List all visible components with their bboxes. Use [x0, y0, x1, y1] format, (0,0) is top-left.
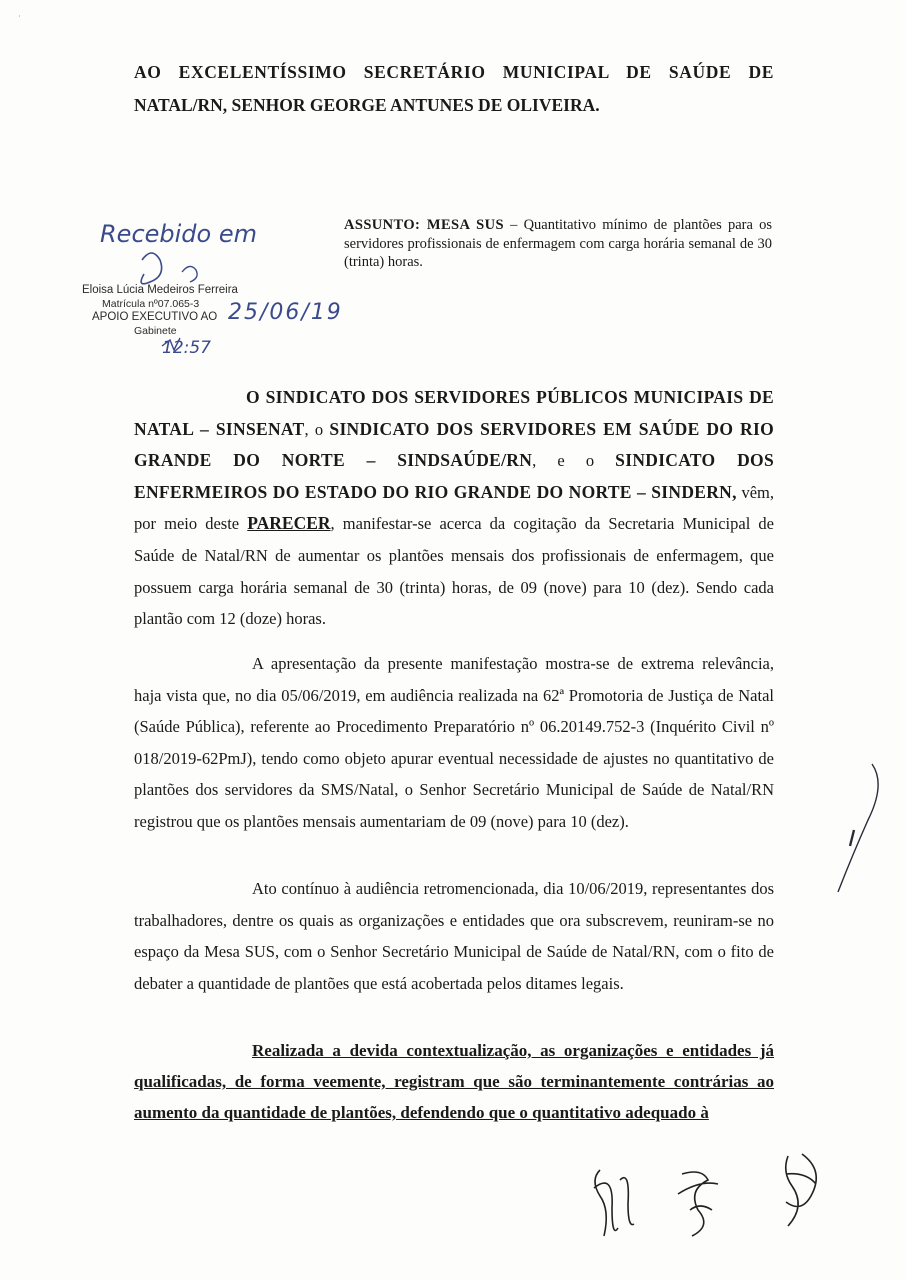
- signature-1: [594, 1170, 634, 1236]
- margin-pen-mark: [820, 760, 890, 900]
- signature-3: [786, 1154, 816, 1226]
- paragraph-3-text: Ato contínuo à audiência retromencionada, dia 10/06/2019, representantes dos trabalhadores, dentre os quais as organizações e entidades que ora subscrevem, reuniram-se no espaço da Mesa SUS, com o Senhor Secretário Municipal de Saúde de Natal/RN, com o fito de debater a quantidade de plantões que está acobertada pelos ditames legais.: [134, 879, 774, 993]
- signatures: [580, 1140, 840, 1250]
- addressee-line-2: NATAL/RN, SENHOR GEORGE ANTUNES DE OLIVEIRA.: [134, 95, 600, 115]
- paragraph-3: [134, 873, 774, 999]
- handwritten-date: 25/06/19: [228, 300, 343, 325]
- paragraph-2: [134, 648, 774, 838]
- stamp-name: Eloisa Lúcia Medeiros Ferreira: [82, 284, 238, 296]
- org-sinsenat: O SINDICATO DOS SERVIDORES PÚBLICOS MUNICIPAIS DE NATAL – SINSENAT: [134, 387, 774, 439]
- reception-stamp: [82, 212, 342, 372]
- org-sindsaude: SINDICATO DOS SERVIDORES EM SAÚDE DO RIO GRANDE DO NORTE – SINDSAÚDE/RN: [134, 418, 775, 471]
- stamp-matricula: Matrícula nº07.065-3: [102, 298, 200, 310]
- subject-text: – Quantitativo mínimo de plantões para os servidores profissionais de enfermagem com carga horária semanal de 30 (trinta) horas.: [344, 217, 772, 270]
- org-sindern: SINDICATO DOS ENFERMEIROS DO ESTADO DO RIO GRANDE DO NORTE – SINDERN,: [134, 450, 774, 502]
- paragraph-2-text: A apresentação da presente manifestação mostra-se de extrema relevância, haja vista que, no dia 05/06/2019, em audiência realizada na 62ª Promotoria de Justiça de Natal (Saúde Pública), referente ao Procedimento Preparatório nº 06.20149.752-3 (Inquérito Civil nº 018/2019-62PmJ), tendo como objeto apurar eventual necessidade de ajustes no quantitativo de plantões dos servidores da SMS/Natal, o Senhor Secretário Municipal de Saúde de Natal/RN registrou que os plantões mensais aumentariam de 09 (nove) para 10 (dez).: [134, 654, 774, 831]
- stamp-dept: Gabinete: [134, 325, 177, 337]
- signature-2: [678, 1172, 718, 1236]
- separator-1: , o: [304, 419, 330, 439]
- subject-block: [344, 216, 772, 272]
- paragraph-1: [134, 382, 774, 635]
- parecer-keyword: PARECER: [247, 513, 331, 534]
- paragraph-4-text: Realizada a devida contextualização, as organizações e entidades já qualificadas, de forma veemente, registram que são terminantemente contrárias ao aumento da quantidade de plantões, defendendo que o quantitativo adequado à: [134, 1041, 774, 1122]
- scan-artifact: ·: [18, 12, 21, 21]
- subject-label: ASSUNTO: MESA SUS: [344, 217, 504, 233]
- handwritten-time: 12:57: [162, 338, 211, 358]
- separator-2: , e o: [532, 451, 616, 471]
- addressee-line-1: AO EXCELENTÍSSIMO SECRETÁRIO MUNICIPAL DE SAÚDE DE: [134, 62, 774, 82]
- paragraph-1-rest: , manifestar-se acerca da cogitação da Secretaria Municipal de Saúde de Natal/RN de aumentar os plantões mensais dos profissionais de enfermagem, que possuem carga horária semanal de 30 (trinta) horas, de 09 (nove) para 10 (dez). Sendo cada plantão com 12 (doze) horas.: [134, 514, 774, 629]
- handwritten-received: Recebido em: [100, 220, 257, 248]
- paragraph-4: [134, 1035, 774, 1128]
- addressee-heading: [134, 56, 774, 122]
- pre-parecer-text: vêm, por meio deste: [134, 482, 774, 534]
- stamp-role: APOIO EXECUTIVO AO: [92, 311, 218, 323]
